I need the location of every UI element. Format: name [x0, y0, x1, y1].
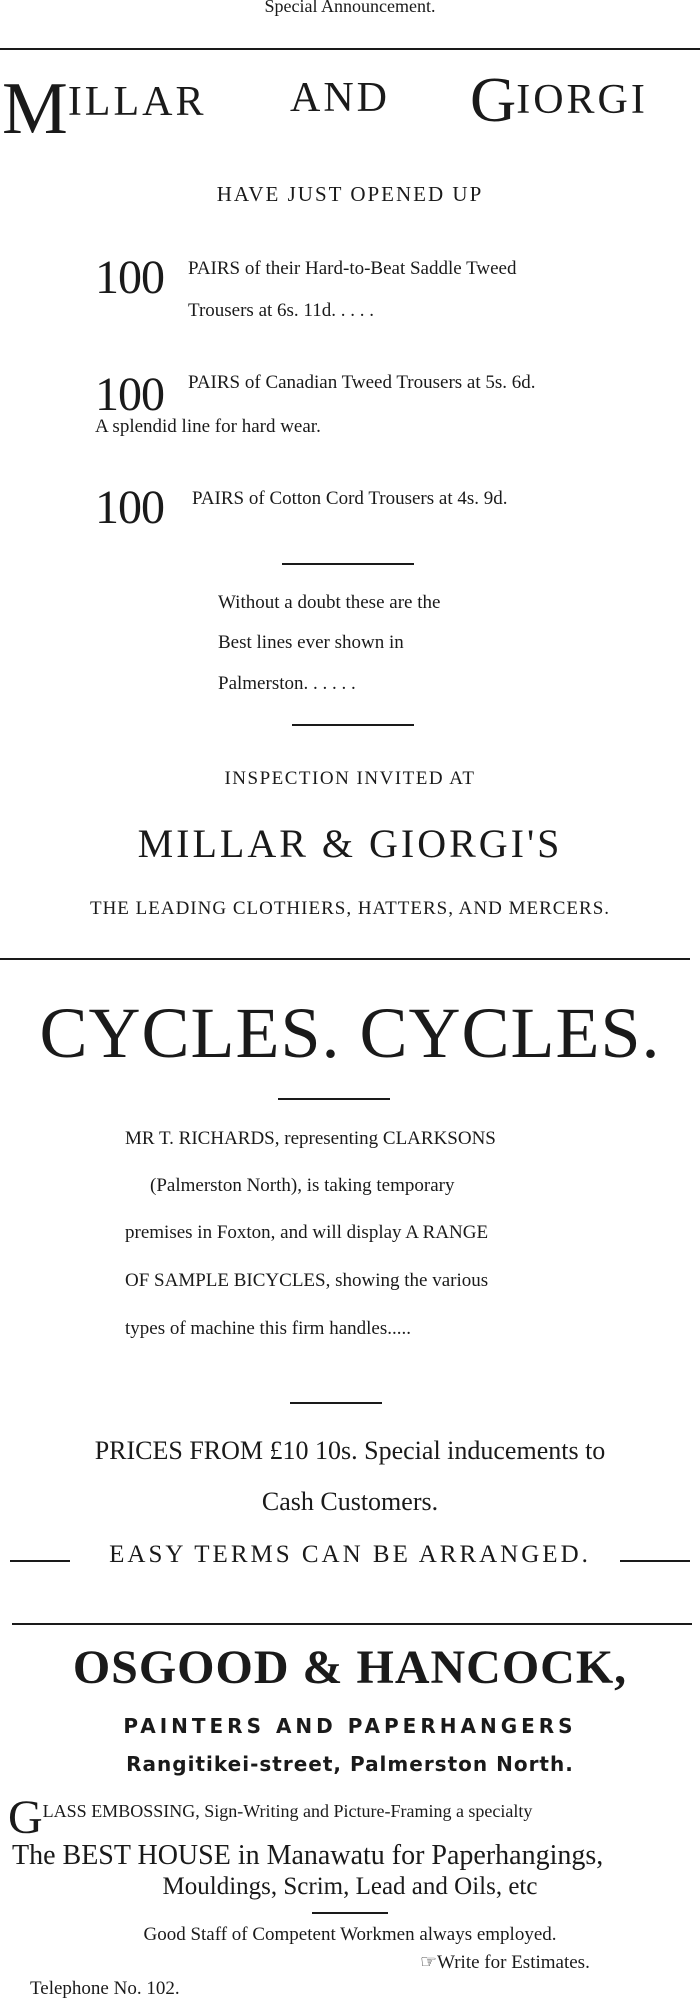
cycles-body-line: premises in Foxton, and will display A RANGE — [125, 1222, 489, 1243]
divider — [0, 958, 690, 960]
headline-word-illar: ILLAR — [67, 79, 207, 125]
osgood-name: OSGOOD & HANCOCK, — [72, 1641, 628, 1694]
millar-headline — [2, 68, 207, 150]
osgood-address: Rangitikei-street, Palmerston North. — [126, 1752, 574, 1776]
millar-tagline: THE LEADING CLOTHIERS, HATTERS, AND MERCERS. — [89, 898, 611, 919]
telephone: Telephone No. 102. — [30, 1978, 180, 1999]
terms-line: EASY TERMS CAN BE ARRANGED. — [109, 1541, 591, 1568]
offer-line: PAIRS of Canadian Tweed Trousers at 5s. 6d. — [188, 372, 536, 393]
glass-line — [8, 1791, 533, 1844]
cycles-body-line: MR T. RICHARDS, representing CLARKSONS — [125, 1128, 496, 1149]
osgood-trade: PAINTERS AND PAPERHANGERS — [123, 1714, 577, 1738]
cycles-body-line: types of machine this firm handles..... — [125, 1318, 411, 1339]
cycles-headline: CYCLES. CYCLES. — [39, 993, 661, 1073]
dash-ornament — [620, 1560, 690, 1562]
offer-line: A splendid line for hard wear. — [95, 416, 321, 437]
offer-line: Trousers at 6s. 11d. . . . . — [188, 300, 374, 321]
offer-line: PAIRS of Cotton Cord Trousers at 4s. 9d. — [192, 488, 508, 509]
divider — [12, 1623, 692, 1625]
divider — [0, 48, 700, 50]
cycles-body-line: (Palmerston North), is taking temporary — [150, 1175, 455, 1196]
best-house-line: Mouldings, Scrim, Lead and Oils, etc — [162, 1873, 538, 1900]
best-house-line: The BEST HOUSE in Manawatu for Paperhangings, — [12, 1840, 604, 1871]
short-divider — [292, 724, 414, 726]
staff-line: Good Staff of Competent Workmen always employed. — [143, 1924, 557, 1945]
headline-initial-g: G — [470, 64, 517, 135]
offer-qty: 100 — [95, 368, 164, 421]
offer-qty: 100 — [95, 251, 164, 304]
note-line: Palmerston. . . . . . — [218, 673, 356, 694]
prices-line: PRICES FROM £10 10s. Special inducements to — [94, 1436, 606, 1465]
pointing-hand-icon: ☞ — [420, 1952, 438, 1973]
headline-word-and: AND — [290, 75, 390, 121]
short-divider — [282, 563, 414, 565]
short-divider — [278, 1098, 390, 1100]
cycles-body-line: OF SAMPLE BICYCLES, showing the various — [125, 1270, 489, 1291]
glass-initial: G — [8, 1791, 43, 1844]
note-line: Without a doubt these are the — [218, 592, 441, 613]
headline-giorgi — [470, 64, 648, 135]
short-divider — [290, 1402, 382, 1404]
note-line: Best lines ever shown in — [218, 632, 404, 653]
subheading: HAVE JUST OPENED UP — [216, 182, 484, 206]
headline-initial-m: M — [2, 68, 68, 150]
glass-text: LASS EMBOSSING, Sign-Writing and Picture-Framing a specialty — [42, 1801, 533, 1821]
header-title: Special Announcement. — [264, 0, 436, 16]
headline-word-iorgi: IORGI — [516, 77, 648, 123]
short-divider — [312, 1912, 388, 1914]
offer-qty: 100 — [95, 481, 164, 534]
offer-line: PAIRS of their Hard-to-Beat Saddle Tweed — [188, 258, 517, 279]
write-estimates — [420, 1951, 590, 1974]
prices-line: Cash Customers. — [261, 1487, 439, 1516]
millar-name: MILLAR & GIORGI'S — [137, 821, 563, 866]
write-text: Write for Estimates. — [437, 1952, 590, 1973]
inspection-line: INSPECTION INVITED AT — [224, 768, 476, 789]
